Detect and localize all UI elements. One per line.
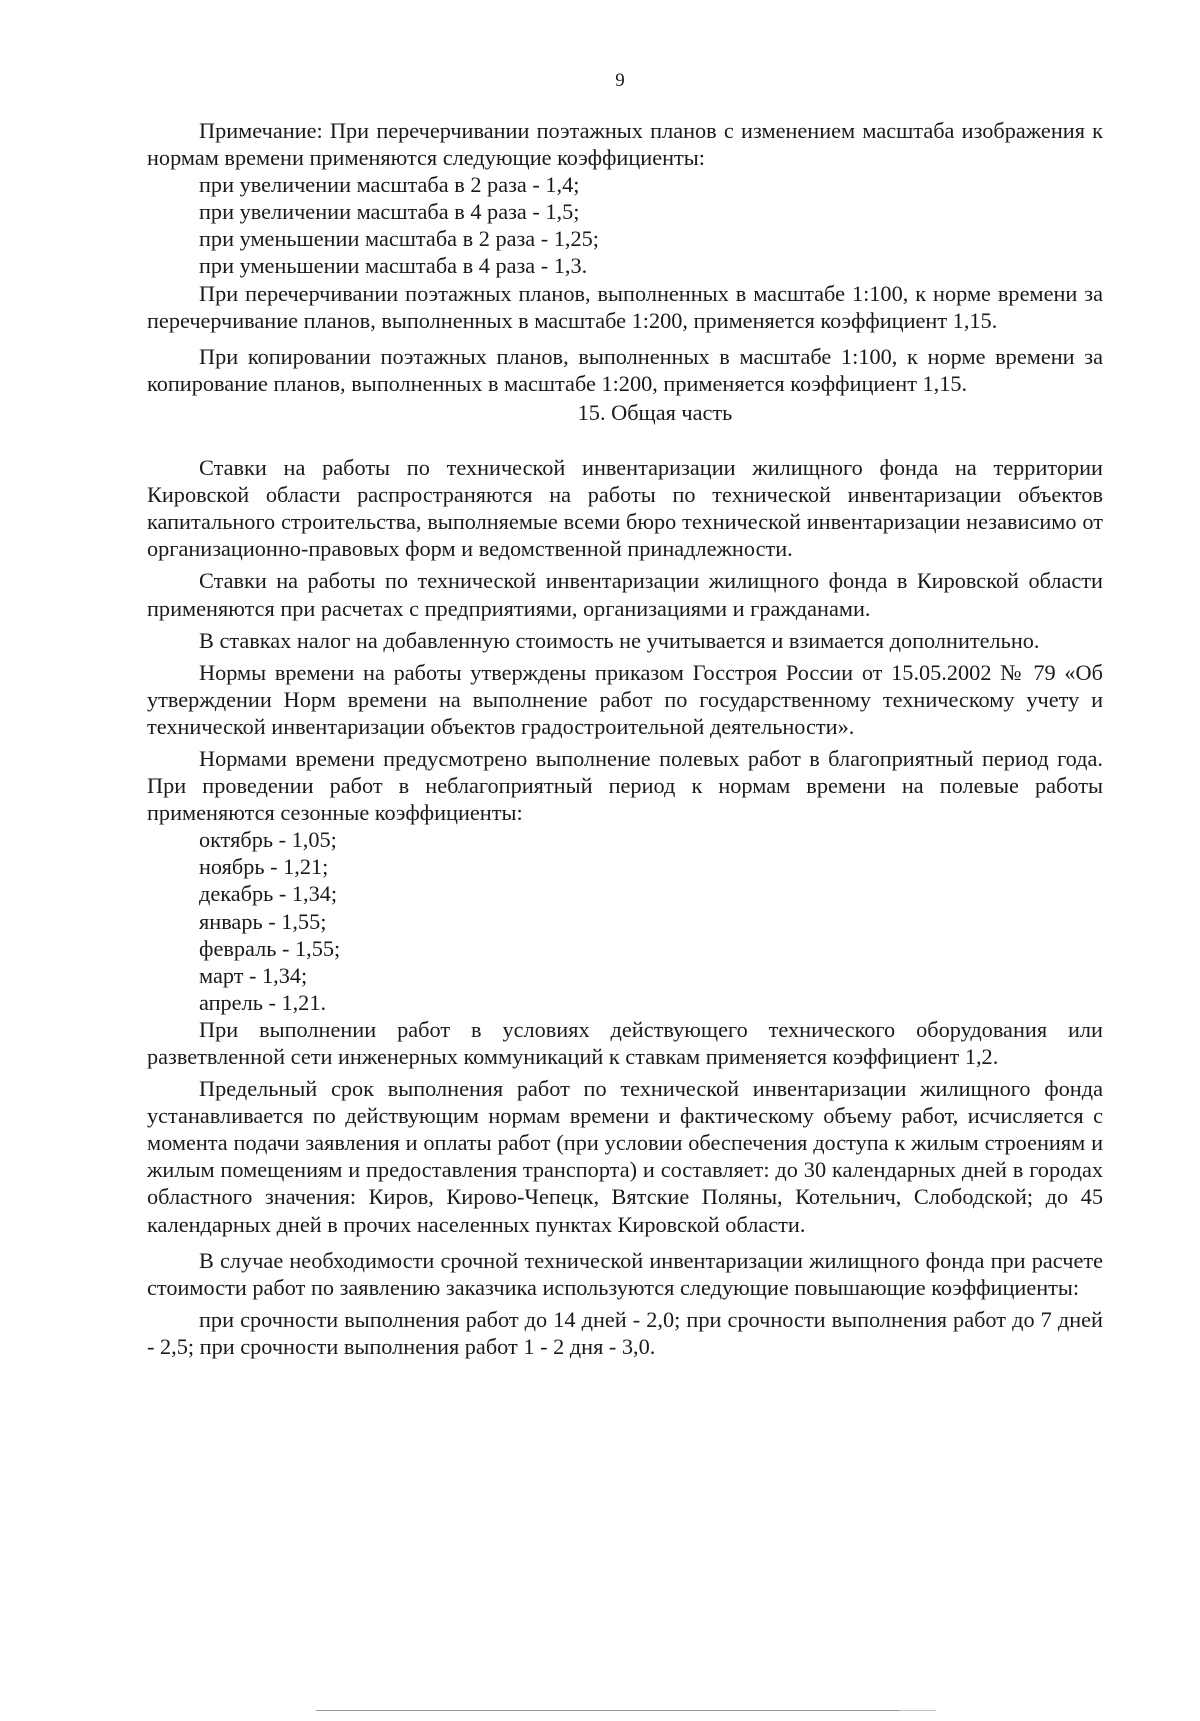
note-intro: Примечание: При перечерчивании поэтажных планов с изменением масштаба изображения к нормам времени применяются следующие коэффициенты: xyxy=(147,118,1103,171)
section-title: 15. Общая часть xyxy=(577,399,733,425)
section-paragraph: при срочности выполнения работ до 14 дней - 2,0; при срочности выполнения работ до 7 дней - 2,5; при срочности выполнения работ 1 - 2 дня - 3,0. xyxy=(147,1306,1103,1359)
seasonal-coefficient: январь - 1,55; xyxy=(199,908,327,934)
note-item: при увеличении масштаба в 2 раза - 1,4; xyxy=(199,172,580,198)
seasonal-coefficient: ноябрь - 1,21; xyxy=(199,854,329,880)
section-paragraph: Нормы времени на работы утверждены приказом Госстроя России от 15.05.2002 № 79 «Об утверждении Норм времени на выполнение работ по государственному техническому учету и технической инвентаризации объектов градостроительной деятельности». xyxy=(147,659,1103,739)
seasonal-coefficient: октябрь - 1,05; xyxy=(199,827,337,853)
note-item: при увеличении масштаба в 4 раза - 1,5; xyxy=(199,199,580,225)
page-content xyxy=(147,117,1103,1360)
section-paragraph: В случае необходимости срочной технической инвентаризации жилищного фонда при расчете стоимости работ по заявлению заказчика используются следующие повышающие коэффициенты: xyxy=(147,1247,1103,1300)
note-item: при уменьшении масштаба в 2 раза - 1,25; xyxy=(199,226,599,252)
seasonal-coefficient: апрель - 1,21. xyxy=(199,989,327,1015)
seasonal-coefficient: декабрь - 1,34; xyxy=(199,881,338,907)
footer-divider xyxy=(900,1710,936,1711)
note-paragraph: При перечерчивании поэтажных планов, выполненных в масштабе 1:100, к норме времени за перечерчивание планов, выполненных в масштабе 1:200, применяется коэффициент 1,15. xyxy=(147,280,1103,333)
note-paragraph: При копировании поэтажных планов, выполненных в масштабе 1:100, к норме времени за копирование планов, выполненных в масштабе 1:200, применяется коэффициент 1,15. xyxy=(147,343,1103,396)
section-paragraph: Ставки на работы по технической инвентаризации жилищного фонда в Кировской области применяются при расчетах с предприятиями, организациями и гражданами. xyxy=(147,568,1103,621)
section-paragraph: В ставках налог на добавленную стоимость не учитывается и взимается дополнительно. xyxy=(199,627,1040,653)
seasonal-coefficient: февраль - 1,55; xyxy=(199,935,341,961)
section-paragraph: Нормами времени предусмотрено выполнение полевых работ в благоприятный период года. При проведении работ в неблагоприятный период к нормам времени на полевые работы применяются сезонные коэффициенты: xyxy=(147,745,1103,826)
seasonal-coefficient: март - 1,34; xyxy=(199,962,308,988)
section-paragraph: При выполнении работ в условиях действующего технического оборудования или разветвленной сети инженерных коммуникаций к ставкам применяется коэффициент 1,2. xyxy=(147,1016,1103,1069)
section-paragraph: Ставки на работы по технической инвентаризации жилищного фонда на территории Кировской области распространяются на работы по технической инвентаризации объектов капитального строительства, выполняемые всеми бюро технической инвентаризации независимо от организационно-правовых форм и ведомственной принадлежности. xyxy=(147,455,1103,562)
note-item: при уменьшении масштаба в 4 раза - 1,3. xyxy=(199,253,588,279)
section-paragraph: Предельный срок выполнения работ по технической инвентаризации жилищного фонда устанавливается по действующим нормам времени и фактическому объему работ, исчисляется с момента подачи заявления и оплаты работ (при условии обеспечения доступа к жилым строениям и жилым помещениям и предоставления транспорта) и составляет: до 30 календарных дней в городах областного значения: Киров, Кирово-Чепецк, Вятские Поляны, Котельнич, Слободской; до 45 календарных дней в прочих населенных пунктах Кировской области. xyxy=(147,1076,1103,1237)
page-number: 9 xyxy=(615,70,625,91)
footer-divider xyxy=(316,1710,908,1711)
